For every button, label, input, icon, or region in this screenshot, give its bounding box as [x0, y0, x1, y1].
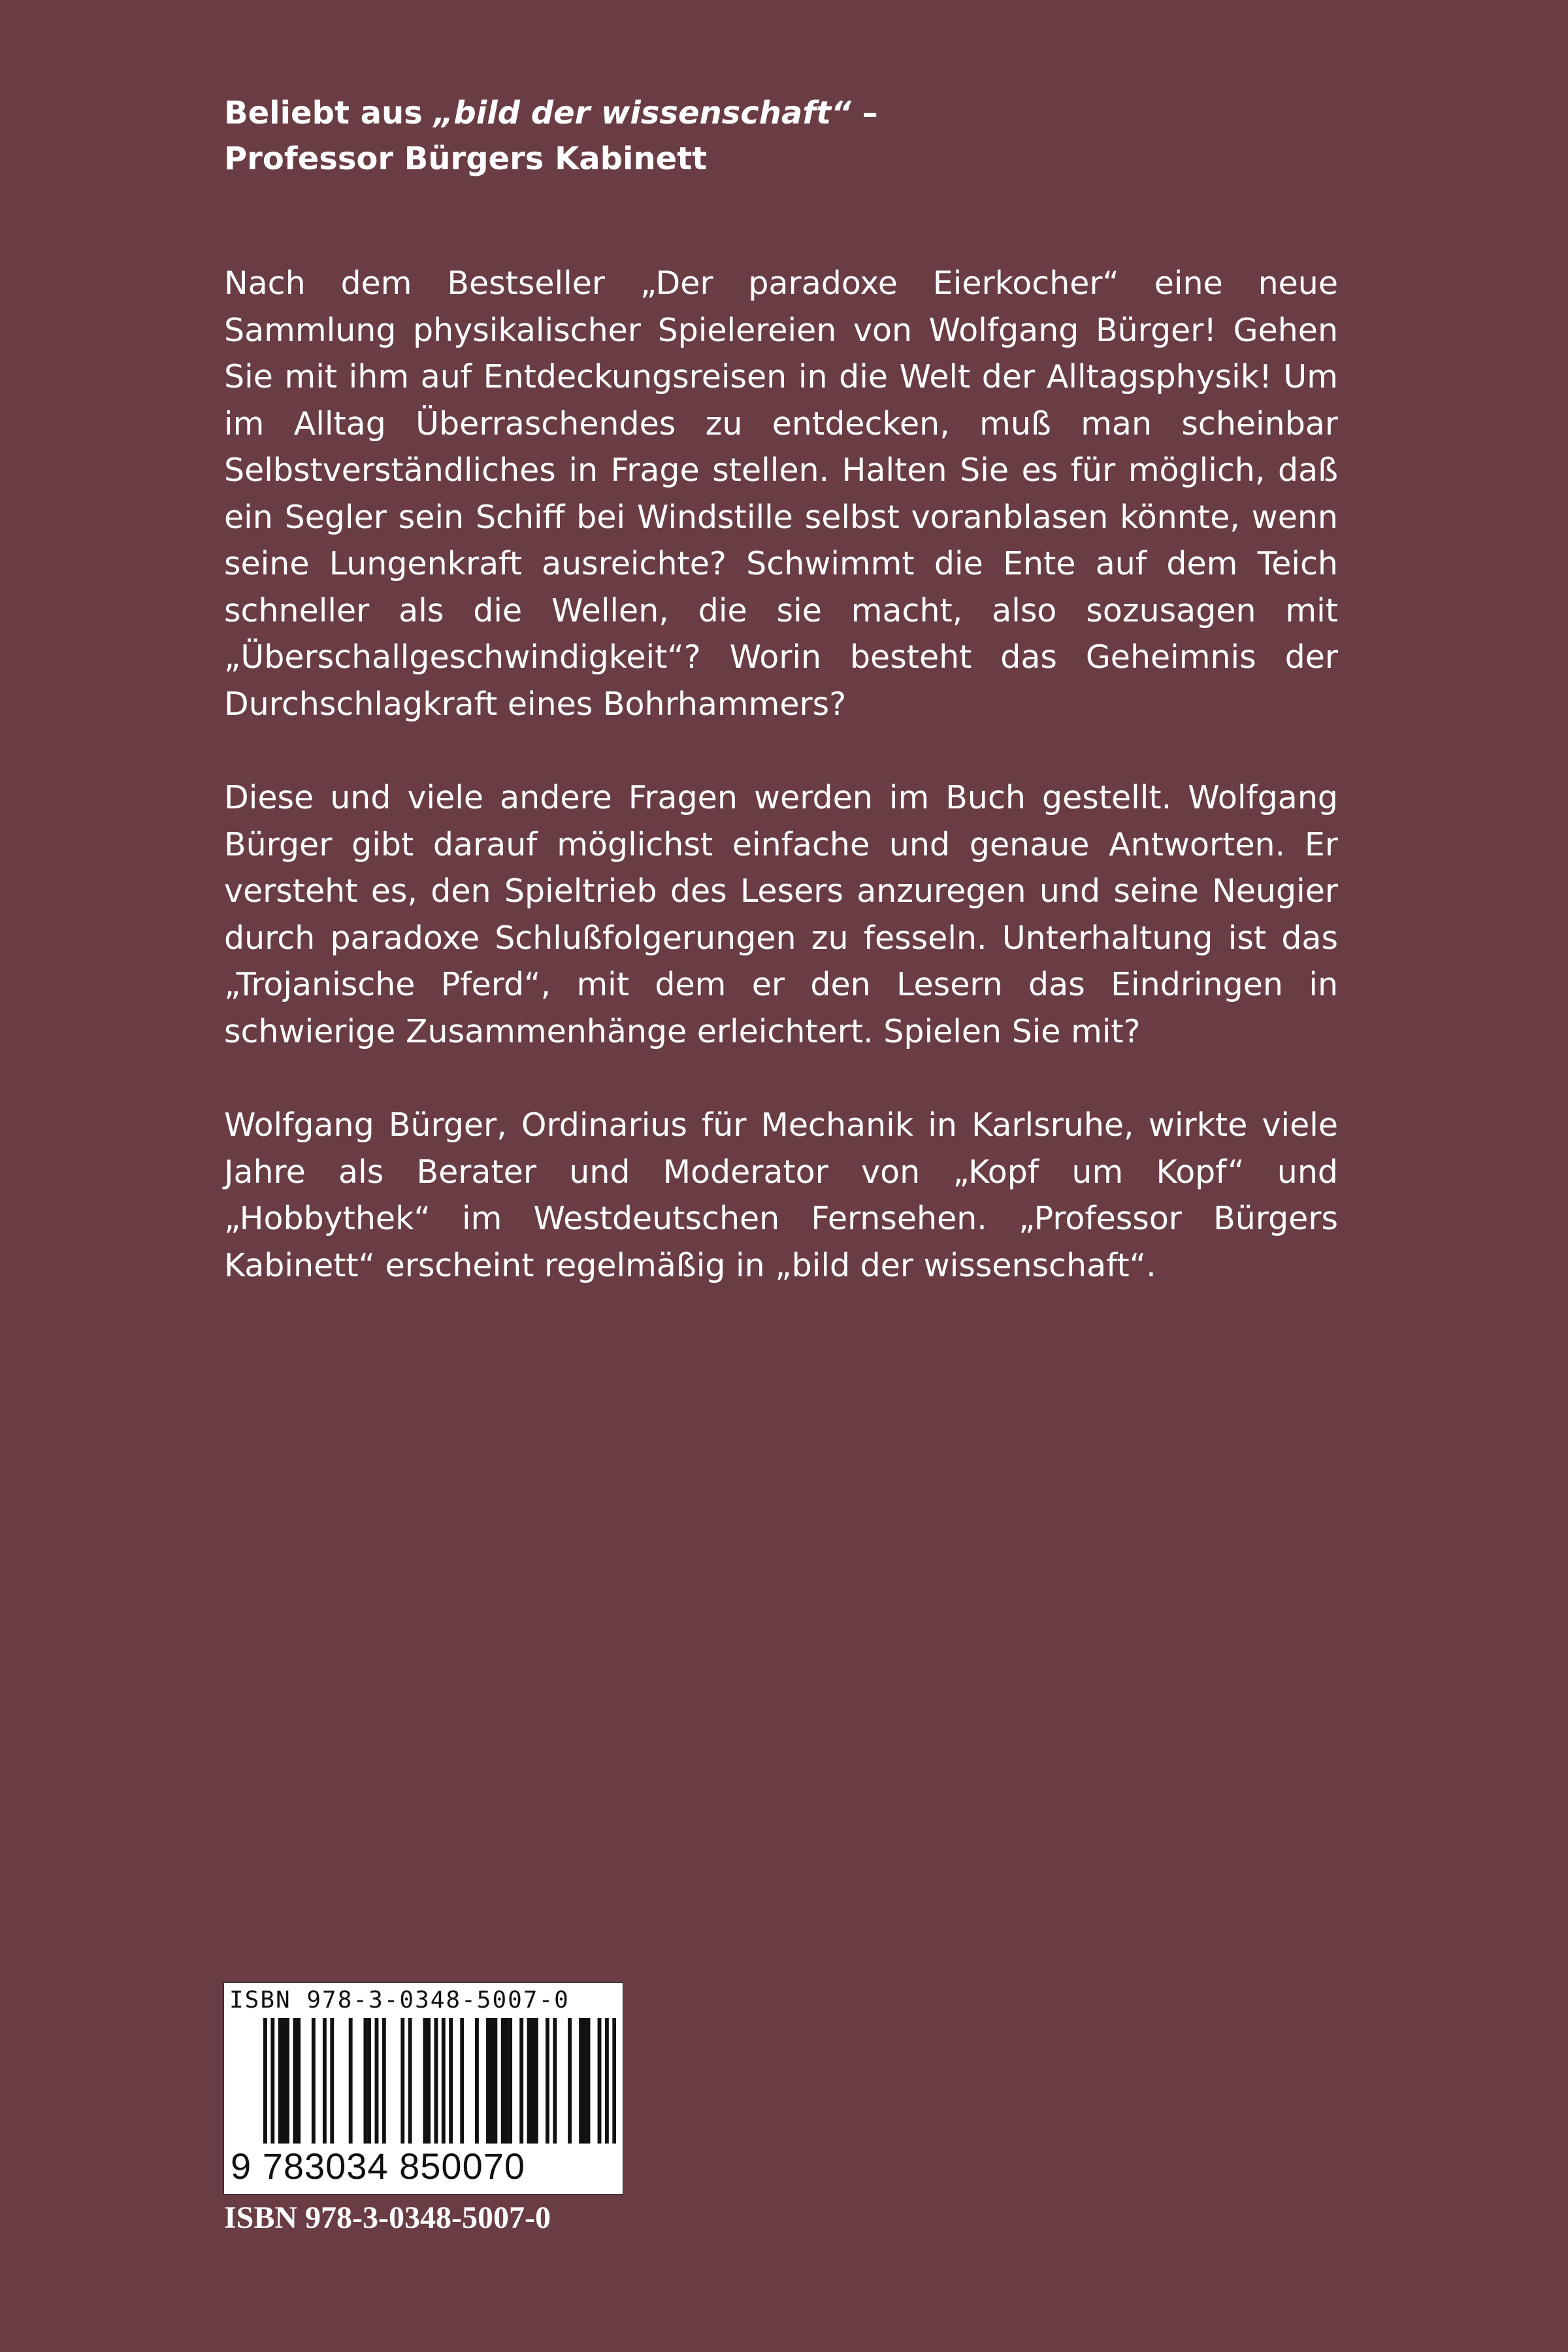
barcode-bar — [312, 2018, 316, 2144]
barcode-bar — [423, 2018, 427, 2144]
barcode-bar — [330, 2018, 334, 2144]
barcode-bar — [493, 2018, 497, 2144]
barcode-bar — [579, 2018, 583, 2144]
barcode-bar — [434, 2018, 438, 2144]
barcode-bar — [587, 2018, 591, 2144]
description-paragraph-1: Nach dem Bestseller „Der paradoxe Eierkocher“ eine neue Sammlung physikalischer Spielereien von Wolfgang Bürger! Gehen Sie mit ihm auf Entdeckungsreisen in die Welt der Alltagsphysik! Um im Alltag Überraschendes zu entdecken, muß man scheinbar Selbstverständliches in Frage stellen. Halten Sie es für möglich, daß ein Segler sein Schiff bei Windstille selbst voranblasen könnte, wenn seine Lungenkraft ausreichte? Schwimmt die Ente auf dem Teich schneller als die Wellen, die sie macht, also sozusagen mit „Überschallgeschwindigkeit“? Worin besteht das Geheimnis der Durchschlagkraft eines Bohrhammers? — [224, 265, 1338, 723]
barcode-bar — [534, 2018, 538, 2144]
barcode-isbn-label: ISBN 978-3-0348-5007-0 — [229, 1987, 570, 2013]
barcode-bar — [598, 2018, 602, 2144]
barcode-bar — [519, 2018, 523, 2144]
barcode-bar — [323, 2018, 327, 2144]
barcode-digits: 9 783034 850070 — [231, 2145, 525, 2187]
blurb-heading — [224, 90, 1338, 182]
barcode-bar — [282, 2018, 286, 2144]
barcode-bar — [400, 2018, 404, 2144]
author-bio-paragraph: Wolfgang Bürger, Ordinarius für Mechanik in Karlsruhe, wirkte viele Jahre als Berater und Moderator von „Kopf um Kopf“ und „Hobbythek“ im Westdeutschen Fernsehen. „Professor Bürgers Kabinett“ erscheint regelmäßig in „bild der wissenschaft“. — [224, 1106, 1338, 1284]
barcode-bar — [293, 2018, 297, 2144]
barcode-bar — [568, 2018, 572, 2144]
barcode-bar — [508, 2018, 512, 2144]
barcode-bar — [367, 2018, 371, 2144]
barcode-bar — [263, 2018, 267, 2144]
barcode-bar — [270, 2018, 274, 2144]
barcode-bar — [605, 2018, 609, 2144]
heading-dash: – — [851, 95, 878, 131]
barcode-bar — [612, 2018, 616, 2144]
barcode-bar — [475, 2018, 479, 2144]
barcode-bar — [486, 2018, 490, 2144]
barcode-bar — [546, 2018, 549, 2144]
barcode-bar — [501, 2018, 505, 2144]
barcode-bar — [553, 2018, 557, 2144]
barcode-bar — [297, 2018, 301, 2144]
barcode-bar — [449, 2018, 453, 2144]
isbn-number: ISBN 978-3-0348-5007-0 — [224, 2200, 551, 2235]
isbn-barcode — [223, 1982, 623, 2195]
barcode-bar — [460, 2018, 464, 2144]
description-paragraph-2: Diese und viele andere Fragen werden im Buch gestellt. Wolfgang Bürger gibt darauf möglichst einfache und genaue Antworten. Er versteht es, den Spieltrieb des Lesers anzuregen und seine Neugier durch paradoxe Schlußfolgerungen zu fesseln. Unterhaltung ist das „Trojanische Pferd“, mit dem er den Lesern das Eindringen in schwierige Zusammenhänge erleichtert. Spielen Sie mit? — [224, 779, 1338, 1050]
heading-prefix: Beliebt aus — [224, 95, 434, 131]
barcode-bar — [527, 2018, 531, 2144]
barcode-bar — [382, 2018, 386, 2144]
heading-series-title: Professor Bürgers Kabinett — [224, 141, 708, 177]
barcode-bar — [375, 2018, 379, 2144]
back-cover-text — [224, 90, 1338, 1289]
barcode-bar — [531, 2018, 534, 2144]
barcode-bars — [263, 2018, 616, 2144]
barcode-bar — [490, 2018, 494, 2144]
barcode-bar — [427, 2018, 431, 2144]
barcode-bar — [583, 2018, 587, 2144]
barcode-bar — [504, 2018, 508, 2144]
barcode-bar — [286, 2018, 289, 2144]
barcode-bar — [278, 2018, 282, 2144]
barcode-bar — [442, 2018, 446, 2144]
barcode-bar — [349, 2018, 353, 2144]
barcode-bar — [363, 2018, 367, 2144]
barcode-bar — [408, 2018, 412, 2144]
heading-magazine-title: „bild der wissenschaft“ — [433, 95, 852, 131]
